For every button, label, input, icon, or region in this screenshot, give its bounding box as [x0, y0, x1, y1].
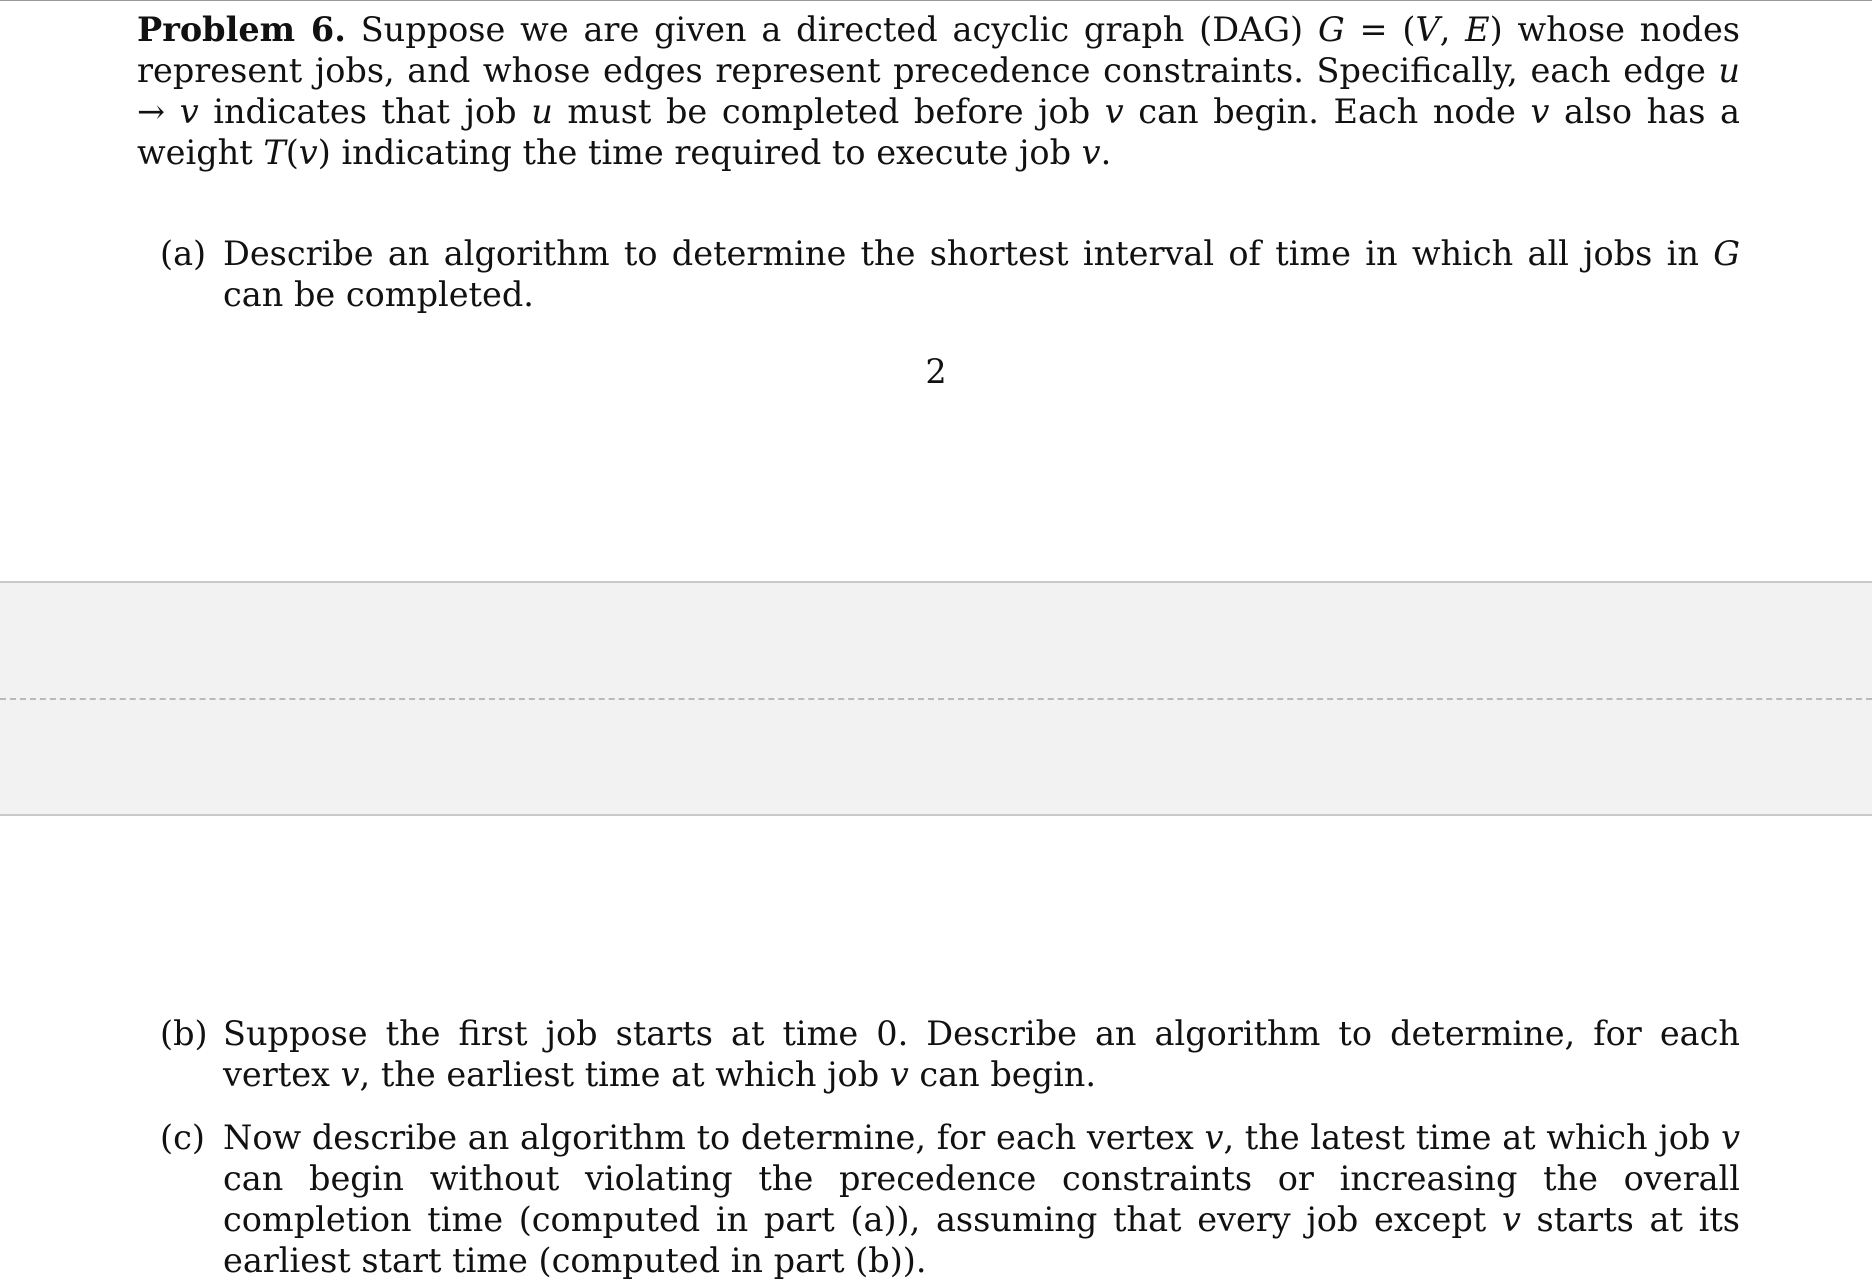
page-gap [0, 581, 1872, 816]
part-c-marker: (c) [160, 1118, 205, 1157]
problem-text: Suppose we are given a directed acyclic graph (DAG) G = (V, E) whose nodes represent jobs, and whose edges represent precedence constraints. Specifically, each edge u → v indicates that job u must be completed before job v can begin. Each node v also has a weight T(v) indicating the time required to execute job v. [137, 10, 1741, 172]
part-a-text: Describe an algorithm to determine the shortest interval of time in which all jobs in G can be completed. [223, 234, 1740, 314]
page-number: 2 [925, 352, 947, 391]
page-break-line [0, 698, 1872, 700]
problem-heading: Problem 6. [137, 10, 346, 49]
problem-statement [137, 9, 1740, 173]
top-rule [0, 0, 1872, 1]
part-b [160, 1013, 1740, 1095]
part-c-text: Now describe an algorithm to determine, for each vertex v, the latest time at which job v can begin without violating the precedence constraints or increasing the overall completion time (computed in part (a)), assuming that every job except v starts at its earliest start time (computed in part (b)). [223, 1118, 1740, 1280]
part-b-marker: (b) [160, 1014, 208, 1053]
part-c [160, 1117, 1740, 1281]
part-a [160, 233, 1740, 315]
part-a-marker: (a) [160, 234, 207, 273]
part-b-text: Suppose the first job starts at time 0. Describe an algorithm to determine, for each vertex v, the earliest time at which job v can begin. [223, 1014, 1740, 1094]
